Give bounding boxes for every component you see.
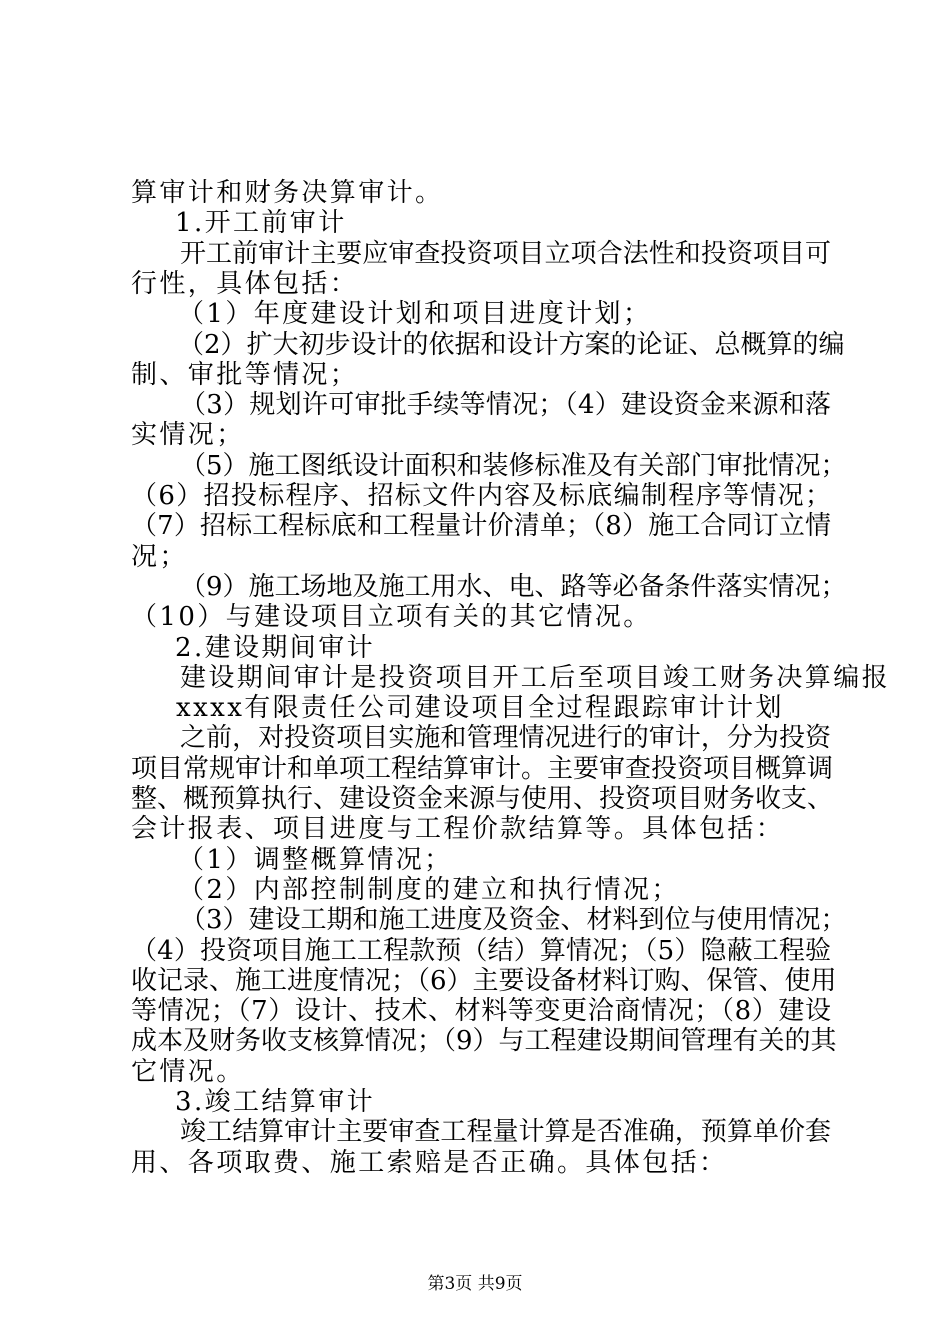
text-line: （2）内部控制制度的建立和执行情况； bbox=[178, 874, 680, 905]
text-line: 它情况。 bbox=[131, 1056, 245, 1087]
text-line: （1）调整概算情况； bbox=[178, 844, 453, 875]
page-footer: 第3页 共9页 bbox=[427, 1274, 523, 1294]
text-line: （7）招标工程标底和工程量计价清单；（8）施工合同订立情 bbox=[131, 511, 831, 542]
text-line: 建设期间审计是投资项目开工后至项目竣工财务决算编报 bbox=[180, 662, 891, 693]
text-line: 行性，具体包括： bbox=[131, 268, 359, 299]
text-line: （3）建设工期和施工进度及资金、材料到位与使用情况； bbox=[180, 905, 847, 936]
text-line: （4）投资项目施工工程款预（结）算情况；（5）隐蔽工程验 bbox=[131, 935, 831, 966]
text-line: 实情况； bbox=[131, 420, 245, 451]
text-line: （3）规划许可审批手续等情况；（4）建设资金来源和落 bbox=[180, 390, 831, 421]
text-line: 项目常规审计和单项工程结算审计。主要审查投资项目概算调 bbox=[131, 753, 834, 784]
text-line: 算审计和财务决算审计。 bbox=[131, 178, 444, 208]
text-line: 整、概预算执行、建设资金来源与使用、投资项目财务收支、 bbox=[131, 784, 834, 814]
text-line: 况； bbox=[131, 541, 188, 572]
text-line: （2）扩大初步设计的依据和设计方案的论证、总概算的编 bbox=[178, 329, 845, 360]
text-line: 会计报表、项目进度与工程价款结算等。具体包括： bbox=[131, 814, 785, 845]
text-line: 等情况；（7）设计、技术、材料等变更洽商情况；（8）建设 bbox=[131, 996, 831, 1027]
text-line: （1）年度建设计划和项目进度计划； bbox=[178, 299, 652, 330]
text-line: 收记录、施工进度情况；（6）主要设备材料订购、保管、使用 bbox=[131, 965, 837, 996]
text-line: 制、审批等情况； bbox=[131, 359, 359, 390]
text-line: （10）与建设项目立项有关的其它情况。 bbox=[131, 602, 652, 633]
text-line: 3.竣工结算审计 bbox=[175, 1087, 376, 1117]
text-line: （6）招投标程序、招标文件内容及标底编制程序等情况； bbox=[131, 481, 831, 511]
text-line: xxxx有限责任公司建设项目全过程跟踪审计计划 bbox=[176, 693, 784, 724]
text-line: 之前，对投资项目实施和管理情况进行的审计，分为投资 bbox=[180, 723, 831, 754]
text-line: 竣工结算审计主要审查工程量计算是否准确，预算单价套 bbox=[180, 1117, 831, 1148]
text-line: （5）施工图纸设计面积和装修标准及有关部门审批情况； bbox=[180, 450, 847, 481]
text-line: 成本及财务收支核算情况；（9）与工程建设期间管理有关的其 bbox=[131, 1026, 837, 1057]
text-line: （9）施工场地及施工用水、电、路等必备条件落实情况； bbox=[180, 571, 847, 602]
text-line: 1.开工前审计 bbox=[175, 208, 347, 239]
text-line: 用、各项取费、施工索赔是否正确。具体包括： bbox=[131, 1147, 728, 1178]
text-line: 2.建设期间审计 bbox=[175, 632, 376, 663]
text-line: 开工前审计主要应审查投资项目立项合法性和投资项目可 bbox=[180, 238, 831, 269]
